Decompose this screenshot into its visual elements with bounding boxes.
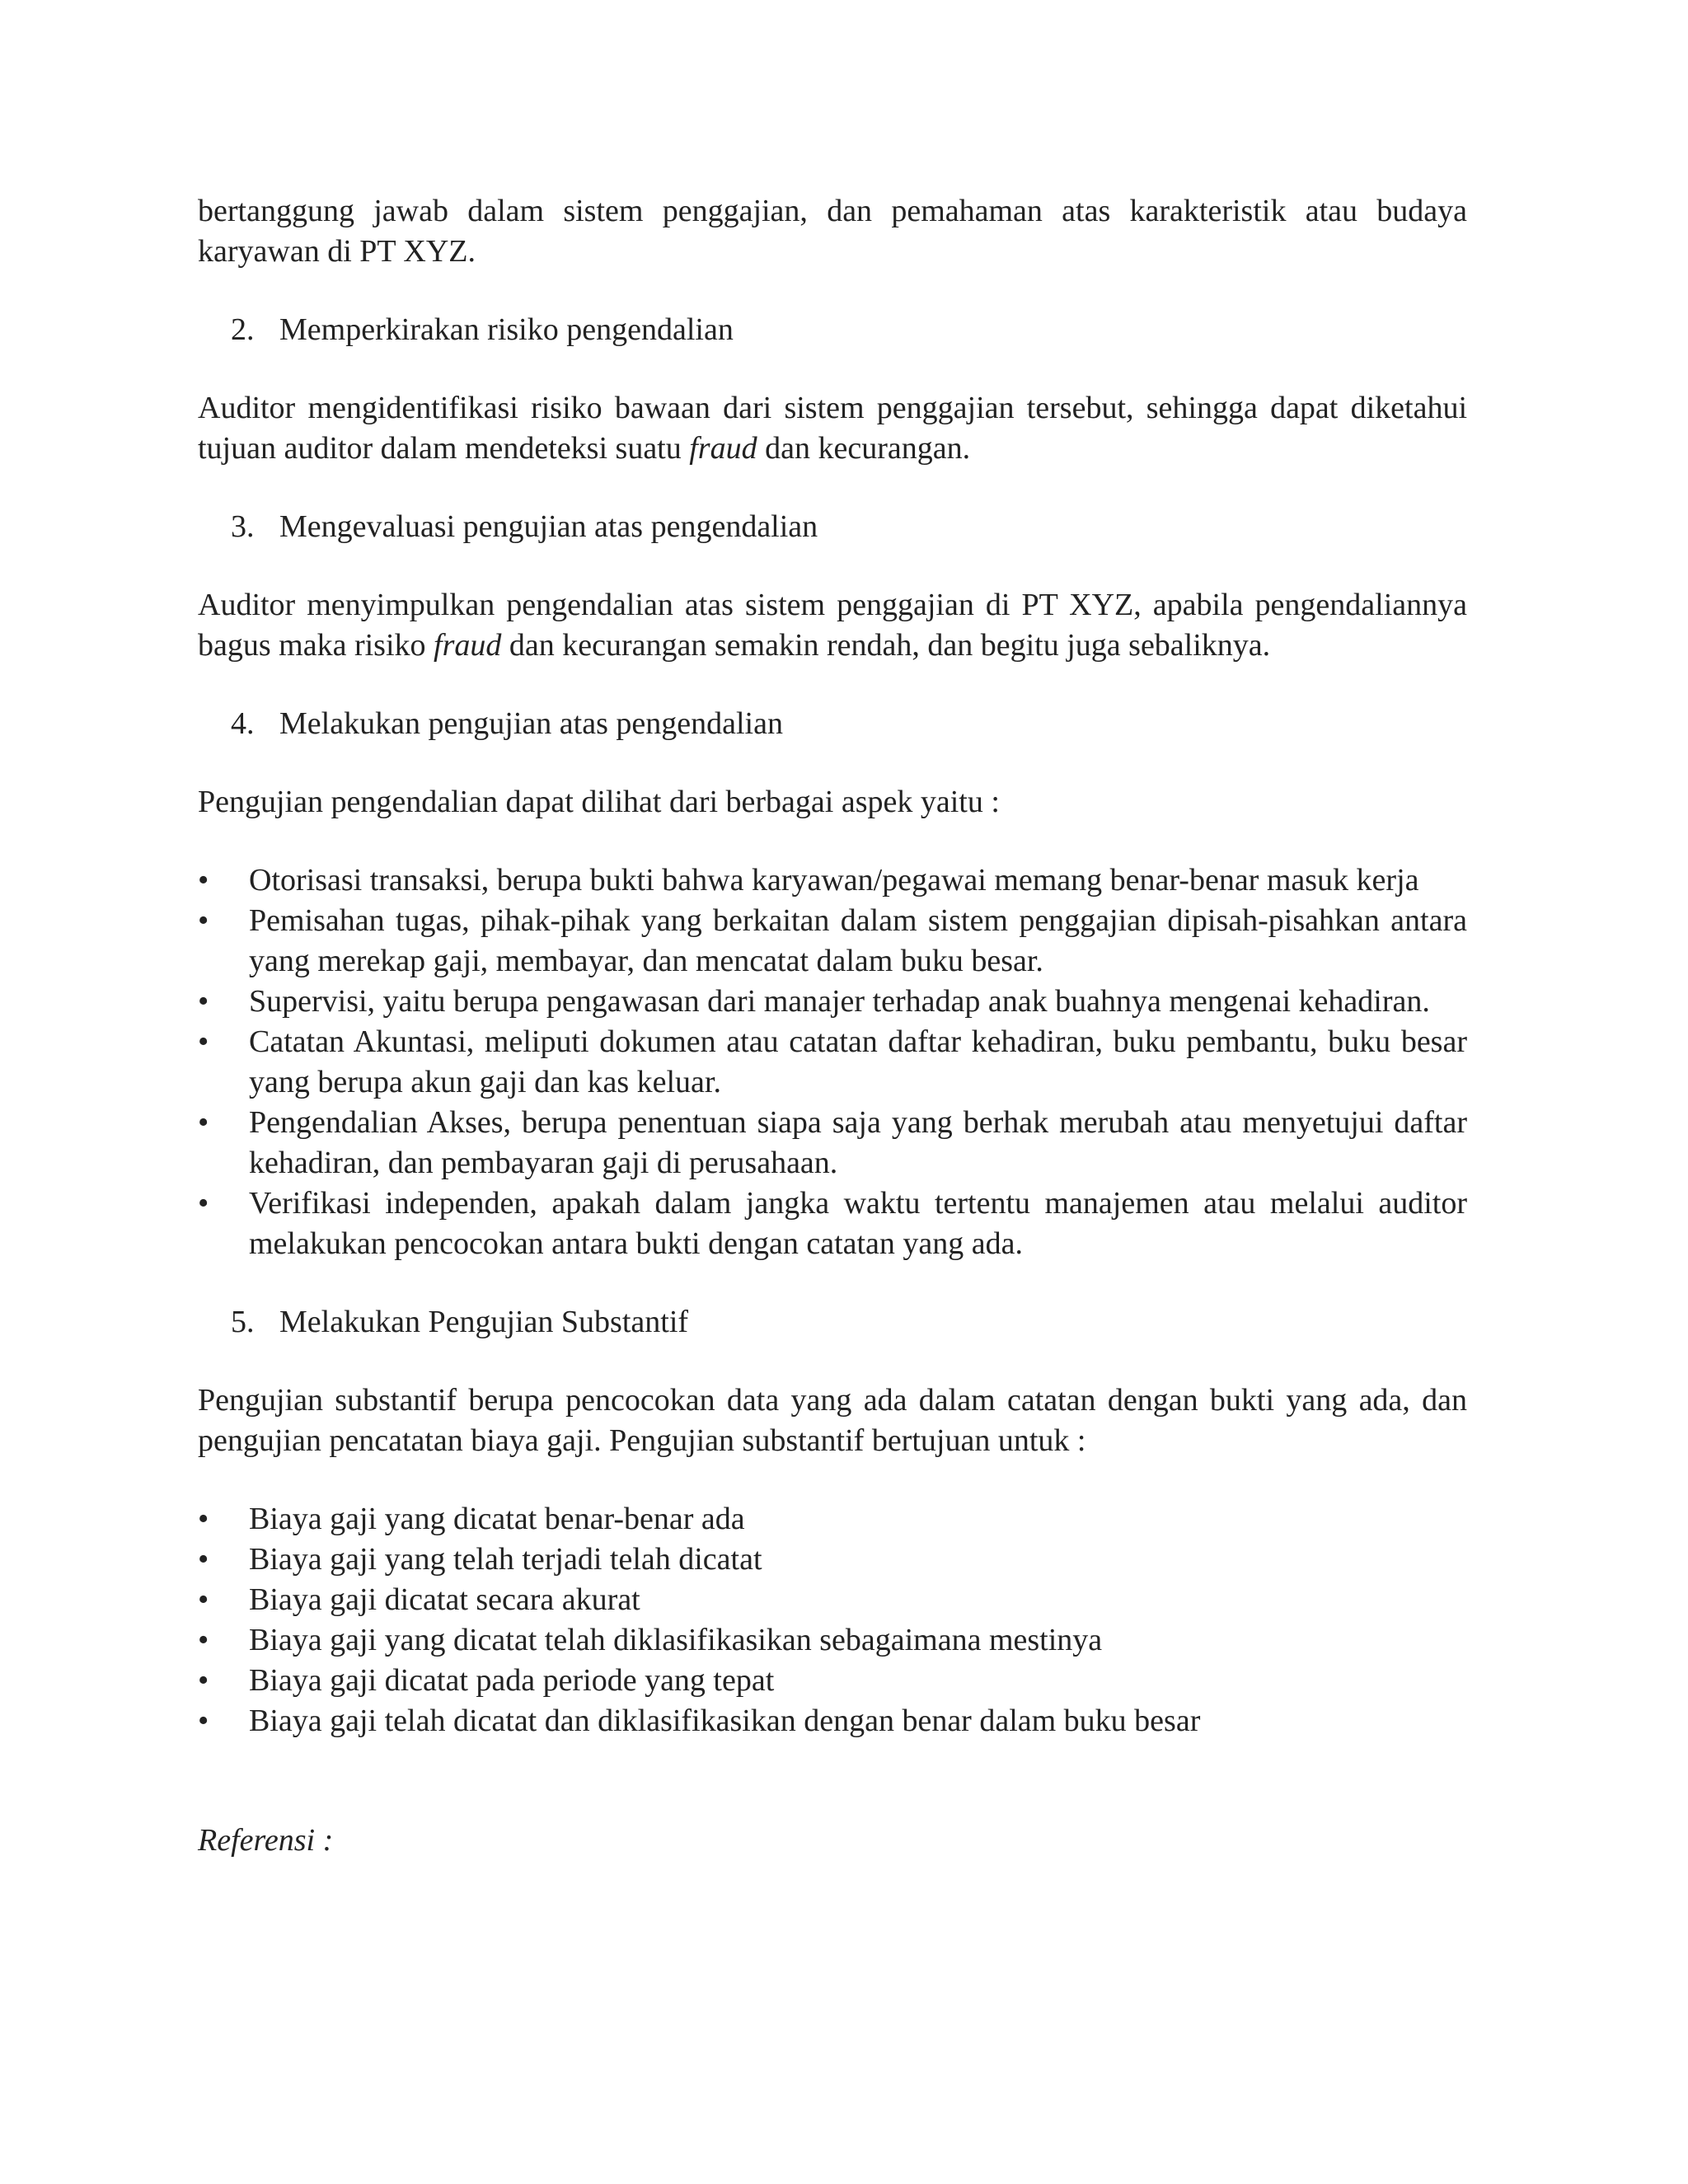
list-item: • Biaya gaji dicatat secara akurat — [198, 1580, 1467, 1620]
section-3-paragraph: Auditor menyimpulkan pengendalian atas sistem penggajian di PT XYZ, apabila pengendaliannya bagus maka risiko fraud dan kecurangan semakin rendah, dan begitu juga sebaliknya. — [198, 588, 1467, 663]
section-5-title: Melakukan Pengujian Substantif — [279, 1305, 689, 1339]
section-2-heading — [198, 310, 1467, 350]
section-3-title: Mengevaluasi pengujian atas pengendalian — [279, 509, 818, 544]
section-2-paragraph: Auditor mengidentifikasi risiko bawaan dari sistem penggajian tersebut, sehingga dapat diketahui tujuan auditor dalam mendeteksi suatu fraud dan kecurangan. — [198, 391, 1467, 466]
substantive-test-list — [198, 1499, 1467, 1741]
list-item: • Biaya gaji yang dicatat telah diklasifikasikan sebagaimana mestinya — [198, 1620, 1467, 1661]
list-item: • Supervisi, yaitu berupa pengawasan dari manajer terhadap anak buahnya mengenai kehadiran. — [198, 982, 1467, 1022]
list-item: • Pengendalian Akses, berupa penentuan siapa saja yang berhak merubah atau menyetujui daftar kehadiran, dan pembayaran gaji di perusahaan. — [198, 1103, 1467, 1183]
reference-label: Referensi : — [198, 1823, 334, 1858]
list-item: • Biaya gaji telah dicatat dan diklasifikasikan dengan benar dalam buku besar — [198, 1701, 1467, 1741]
section-5-intro: Pengujian substantif berupa pencocokan data yang ada dalam catatan dengan bukti yang ada, dan pengujian pencatatan biaya gaji. Pengujian substantif bertujuan untuk : — [198, 1383, 1467, 1458]
list-item: • Verifikasi independen, apakah dalam jangka waktu tertentu manajemen atau melalui auditor melakukan pencocokan antara bukti dengan catatan yang ada. — [198, 1183, 1467, 1264]
section-4-title: Melakukan pengujian atas pengendalian — [279, 706, 783, 741]
section-3-number: 3. — [231, 509, 255, 544]
section-4-number: 4. — [231, 706, 255, 741]
section-2-title: Memperkirakan risiko pengendalian — [279, 312, 734, 347]
list-item: • Biaya gaji yang telah terjadi telah dicatat — [198, 1540, 1467, 1580]
fraud-term: fraud — [689, 431, 757, 466]
list-item: • Biaya gaji yang dicatat benar-benar ada — [198, 1499, 1467, 1540]
document-page — [198, 191, 1467, 1861]
section-4-intro: Pengujian pengendalian dapat dilihat dari berbagai aspek yaitu : — [198, 785, 1000, 819]
control-test-list — [198, 860, 1467, 1264]
list-item: • Pemisahan tugas, pihak-pihak yang berkaitan dalam sistem penggajian dipisah-pisahkan antara yang merekap gaji, membayar, dan mencatat dalam buku besar. — [198, 901, 1467, 982]
fraud-term: fraud — [434, 628, 502, 663]
section-2-number: 2. — [231, 312, 255, 347]
list-item: • Biaya gaji dicatat pada periode yang tepat — [198, 1661, 1467, 1701]
section-4-heading — [198, 704, 1467, 744]
list-item: • Catatan Akuntasi, meliputi dokumen atau catatan daftar kehadiran, buku pembantu, buku besar yang berupa akun gaji dan kas keluar. — [198, 1022, 1467, 1103]
list-item: • Otorisasi transaksi, berupa bukti bahwa karyawan/pegawai memang benar-benar masuk kerja — [198, 860, 1467, 901]
section-5-number: 5. — [231, 1305, 255, 1339]
section-3-heading — [198, 507, 1467, 547]
intro-paragraph: bertanggung jawab dalam sistem penggajian, dan pemahaman atas karakteristik atau budaya karyawan di PT XYZ. — [198, 194, 1467, 269]
section-5-heading — [198, 1302, 1467, 1343]
